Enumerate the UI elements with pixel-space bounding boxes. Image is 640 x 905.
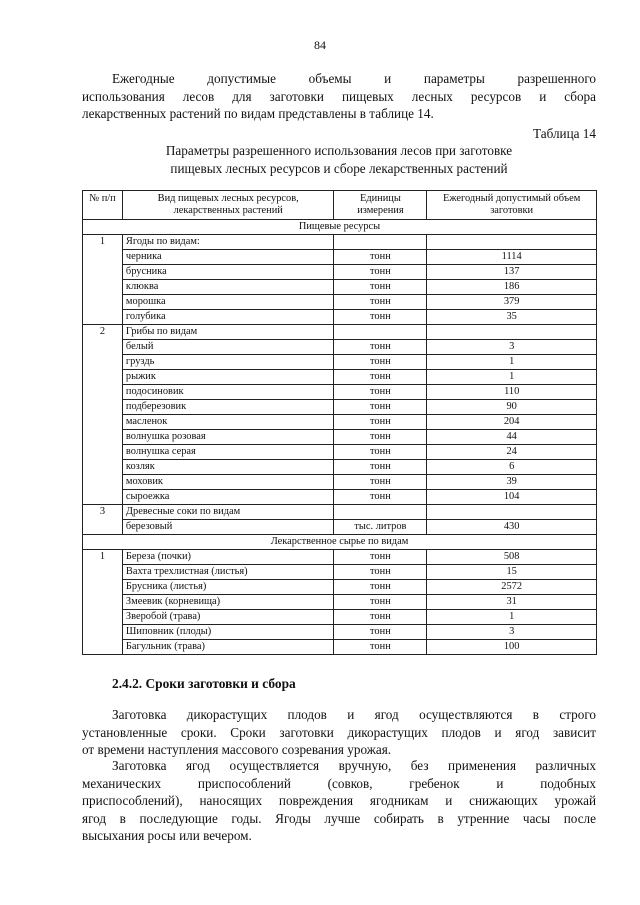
table-row bbox=[83, 250, 597, 265]
group-title: Древесные соки по видам bbox=[122, 505, 334, 520]
intro-paragraph bbox=[82, 70, 596, 123]
resource-value: 204 bbox=[427, 415, 597, 430]
resource-value: 39 bbox=[427, 475, 597, 490]
resource-value: 6 bbox=[427, 460, 597, 475]
resource-value: 137 bbox=[427, 265, 597, 280]
resource-unit: тонн bbox=[334, 355, 427, 370]
resource-name: голубика bbox=[122, 310, 334, 325]
table-row bbox=[83, 370, 597, 385]
resource-unit: тонн bbox=[334, 580, 427, 595]
group-number: 1 bbox=[83, 235, 123, 325]
group-row bbox=[83, 505, 597, 520]
resource-value: 35 bbox=[427, 310, 597, 325]
resource-value: 31 bbox=[427, 595, 597, 610]
resource-unit: тонн bbox=[334, 445, 427, 460]
resource-value: 90 bbox=[427, 400, 597, 415]
paragraph-harvest-method bbox=[82, 757, 596, 845]
resource-unit: тонн bbox=[334, 415, 427, 430]
resource-name: Багульник (трава) bbox=[122, 640, 334, 655]
table-row bbox=[83, 265, 597, 280]
table-row bbox=[83, 400, 597, 415]
paragraph-line: Заготовка ягод осуществляется вручную, без применения различных bbox=[112, 758, 596, 773]
resource-unit: тонн bbox=[334, 610, 427, 625]
resource-name: черника bbox=[122, 250, 334, 265]
table-title-line: пищевых лесных ресурсов и сборе лекарственных растений bbox=[170, 160, 508, 176]
resource-name: Вахта трехлистная (листья) bbox=[122, 565, 334, 580]
table-row bbox=[83, 520, 597, 535]
resource-name: морошка bbox=[122, 295, 334, 310]
paragraph-line: установленные сроки. Сроки заготовки дикорастущих плодов и ягод зависит bbox=[82, 724, 596, 740]
resource-name: клюква bbox=[122, 280, 334, 295]
resource-unit: тонн bbox=[334, 595, 427, 610]
resource-value: 110 bbox=[427, 385, 597, 400]
resource-value: 3 bbox=[427, 625, 597, 640]
resource-name: подосиновик bbox=[122, 385, 334, 400]
resource-unit: тонн bbox=[334, 550, 427, 565]
section-row bbox=[83, 535, 597, 550]
resource-value: 508 bbox=[427, 550, 597, 565]
paragraph-line: от времени наступления массового созревания урожая. bbox=[82, 742, 392, 757]
resource-unit: тонн bbox=[334, 265, 427, 280]
resource-unit: тонн bbox=[334, 640, 427, 655]
table-row bbox=[83, 625, 597, 640]
resource-name: Змеевик (корневища) bbox=[122, 595, 334, 610]
resource-value: 24 bbox=[427, 445, 597, 460]
resource-name: сыроежка bbox=[122, 490, 334, 505]
resource-name: березовый bbox=[122, 520, 334, 535]
table-row bbox=[83, 610, 597, 625]
resource-name: груздь bbox=[122, 355, 334, 370]
paragraph-line: приспособлений), наносящих повреждения ягодникам и снижающих урожай bbox=[82, 793, 596, 808]
paragraph-line: механических приспособлений (совков, гребенок и подобных bbox=[82, 775, 596, 791]
resource-value: 2572 bbox=[427, 580, 597, 595]
resource-name: волнушка серая bbox=[122, 445, 334, 460]
resource-unit: тонн bbox=[334, 295, 427, 310]
resource-value: 1 bbox=[427, 370, 597, 385]
section-title: Лекарственное сырье по видам bbox=[83, 535, 597, 550]
resource-value: 15 bbox=[427, 565, 597, 580]
resources-table bbox=[82, 190, 597, 655]
header-volume: Ежегодный допустимый объем заготовки bbox=[427, 191, 597, 220]
resource-name: Зверобой (трава) bbox=[122, 610, 334, 625]
resource-unit: тонн bbox=[334, 310, 427, 325]
intro-line: использования лесов для заготовки пищевых лесных ресурсов и сбора bbox=[82, 88, 596, 104]
resource-unit: тонн bbox=[334, 370, 427, 385]
table-row bbox=[83, 340, 597, 355]
resource-name: Береза (почки) bbox=[122, 550, 334, 565]
table-row bbox=[83, 415, 597, 430]
resource-unit: тонн bbox=[334, 250, 427, 265]
resource-name: брусника bbox=[122, 265, 334, 280]
group-number: 1 bbox=[83, 550, 123, 655]
resource-unit: тонн bbox=[334, 565, 427, 580]
group-row bbox=[83, 325, 597, 340]
resource-unit: тонн bbox=[334, 625, 427, 640]
table-row bbox=[83, 475, 597, 490]
resource-name: волнушка розовая bbox=[122, 430, 334, 445]
table-row bbox=[83, 430, 597, 445]
resource-value: 1114 bbox=[427, 250, 597, 265]
resource-unit: тонн bbox=[334, 430, 427, 445]
table-row bbox=[83, 550, 597, 565]
table-row bbox=[83, 595, 597, 610]
resource-value: 100 bbox=[427, 640, 597, 655]
table-row bbox=[83, 445, 597, 460]
table-header-row bbox=[83, 191, 597, 220]
resource-value: 430 bbox=[427, 520, 597, 535]
group-number: 2 bbox=[83, 325, 123, 505]
paragraph-line: ягод в последующие годы. Ягоды лучше собирать в утренние часы после bbox=[82, 810, 596, 826]
resource-name: рыжик bbox=[122, 370, 334, 385]
resource-name: белый bbox=[122, 340, 334, 355]
resource-unit: тонн bbox=[334, 490, 427, 505]
table-row bbox=[83, 355, 597, 370]
resource-value: 1 bbox=[427, 355, 597, 370]
resource-unit: тыс. литров bbox=[334, 520, 427, 535]
page-number: 84 bbox=[314, 38, 326, 52]
table-label: Таблица 14 bbox=[533, 126, 596, 141]
group-row bbox=[83, 235, 597, 250]
resource-name: масленок bbox=[122, 415, 334, 430]
resource-value: 379 bbox=[427, 295, 597, 310]
resource-value: 44 bbox=[427, 430, 597, 445]
section-row bbox=[83, 220, 597, 235]
resource-name: подберезовик bbox=[122, 400, 334, 415]
paragraph-harvest-timing bbox=[82, 706, 596, 759]
resource-name: козляк bbox=[122, 460, 334, 475]
resource-value: 104 bbox=[427, 490, 597, 505]
header-num: № п/п bbox=[83, 191, 123, 220]
table-row bbox=[83, 580, 597, 595]
section-heading: 2.4.2. Сроки заготовки и сбора bbox=[112, 676, 296, 691]
resource-name: моховик bbox=[122, 475, 334, 490]
table-row bbox=[83, 310, 597, 325]
section-title: Пищевые ресурсы bbox=[83, 220, 597, 235]
group-title: Ягоды по видам: bbox=[122, 235, 334, 250]
resource-unit: тонн bbox=[334, 475, 427, 490]
resource-value: 3 bbox=[427, 340, 597, 355]
paragraph-line: высыхания росы или вечером. bbox=[82, 828, 252, 843]
header-unit: Единицы измерения bbox=[334, 191, 427, 220]
table-title bbox=[82, 142, 596, 177]
table-row bbox=[83, 280, 597, 295]
paragraph-line: Заготовка дикорастущих плодов и ягод осуществляются в строго bbox=[112, 707, 596, 722]
table-title-line: Параметры разрешенного использования лесов при заготовке bbox=[165, 143, 513, 158]
table-row bbox=[83, 385, 597, 400]
table-row bbox=[83, 640, 597, 655]
intro-line: Ежегодные допустимые объемы и параметры разрешенного bbox=[112, 71, 596, 86]
table-row bbox=[83, 565, 597, 580]
group-title: Грибы по видам bbox=[122, 325, 334, 340]
table-row bbox=[83, 460, 597, 475]
resource-value: 1 bbox=[427, 610, 597, 625]
intro-line: лекарственных растений по видам представлены в таблице 14. bbox=[82, 106, 434, 121]
resource-unit: тонн bbox=[334, 280, 427, 295]
resource-name: Брусника (листья) bbox=[122, 580, 334, 595]
group-number: 3 bbox=[83, 505, 123, 535]
resource-value: 186 bbox=[427, 280, 597, 295]
resource-unit: тонн bbox=[334, 385, 427, 400]
header-kind: Вид пищевых лесных ресурсов, лекарственных растений bbox=[122, 191, 334, 220]
table-row bbox=[83, 295, 597, 310]
resource-unit: тонн bbox=[334, 400, 427, 415]
resource-name: Шиповник (плоды) bbox=[122, 625, 334, 640]
resource-unit: тонн bbox=[334, 340, 427, 355]
table-row bbox=[83, 490, 597, 505]
resource-unit: тонн bbox=[334, 460, 427, 475]
